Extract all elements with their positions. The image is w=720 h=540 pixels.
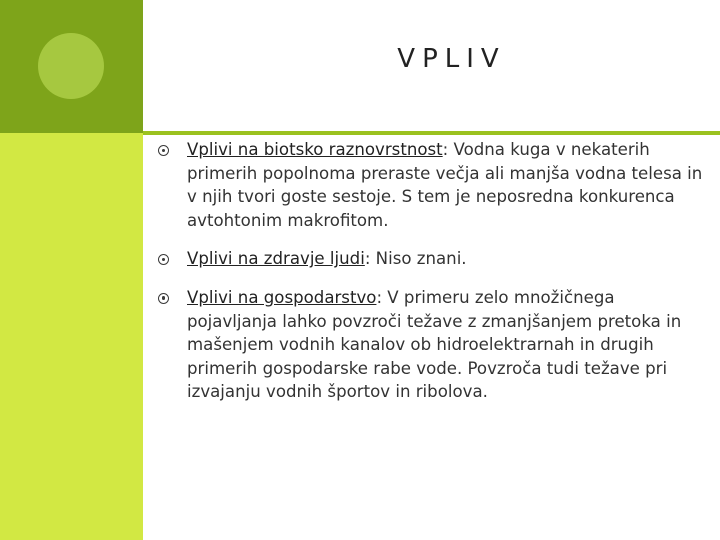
bullet-separator: : bbox=[376, 287, 383, 307]
bullet-item-health bbox=[158, 247, 703, 271]
bullet-circle-icon bbox=[158, 145, 169, 156]
bullet-text: Vodna kuga v nekaterih primerih popolnoma preraste večja ali manjša vodna telesa in v njih tvori goste sestoje. S tem je neposredna konkurenca avtohtonim makrofitom. bbox=[187, 140, 703, 230]
left-band-bottom bbox=[0, 133, 143, 540]
bullet-circle-icon bbox=[158, 293, 169, 304]
bullet-item-biodiversity bbox=[158, 138, 703, 232]
bullet-text: Niso znani. bbox=[370, 249, 467, 269]
bullet-list bbox=[158, 138, 703, 419]
decorative-circle bbox=[38, 33, 104, 99]
bullet-text: V primeru zelo množičnega pojavljanja lahko povzroči težave z zmanjšanjem pretoka in mašenjem vodnih kanalov ob hidroelektrarnah in drugih primerih gospodarske rabe vode. Povzroča tudi težave pri izvajanju vodnih športov in ribolova. bbox=[187, 287, 682, 402]
bullet-circle-icon bbox=[158, 254, 169, 265]
bullet-separator: : bbox=[442, 140, 449, 159]
slide-title: VPLIV bbox=[397, 44, 506, 74]
bullet-item-economy bbox=[158, 286, 703, 404]
bullet-term: Vplivi na biotsko raznovrstnost bbox=[187, 140, 443, 159]
bullet-separator: : bbox=[364, 249, 371, 269]
bullet-term: Vplivi na zdravje ljudi bbox=[187, 249, 365, 269]
bullet-term: Vplivi na gospodarstvo bbox=[187, 287, 377, 307]
title-divider bbox=[143, 131, 720, 135]
